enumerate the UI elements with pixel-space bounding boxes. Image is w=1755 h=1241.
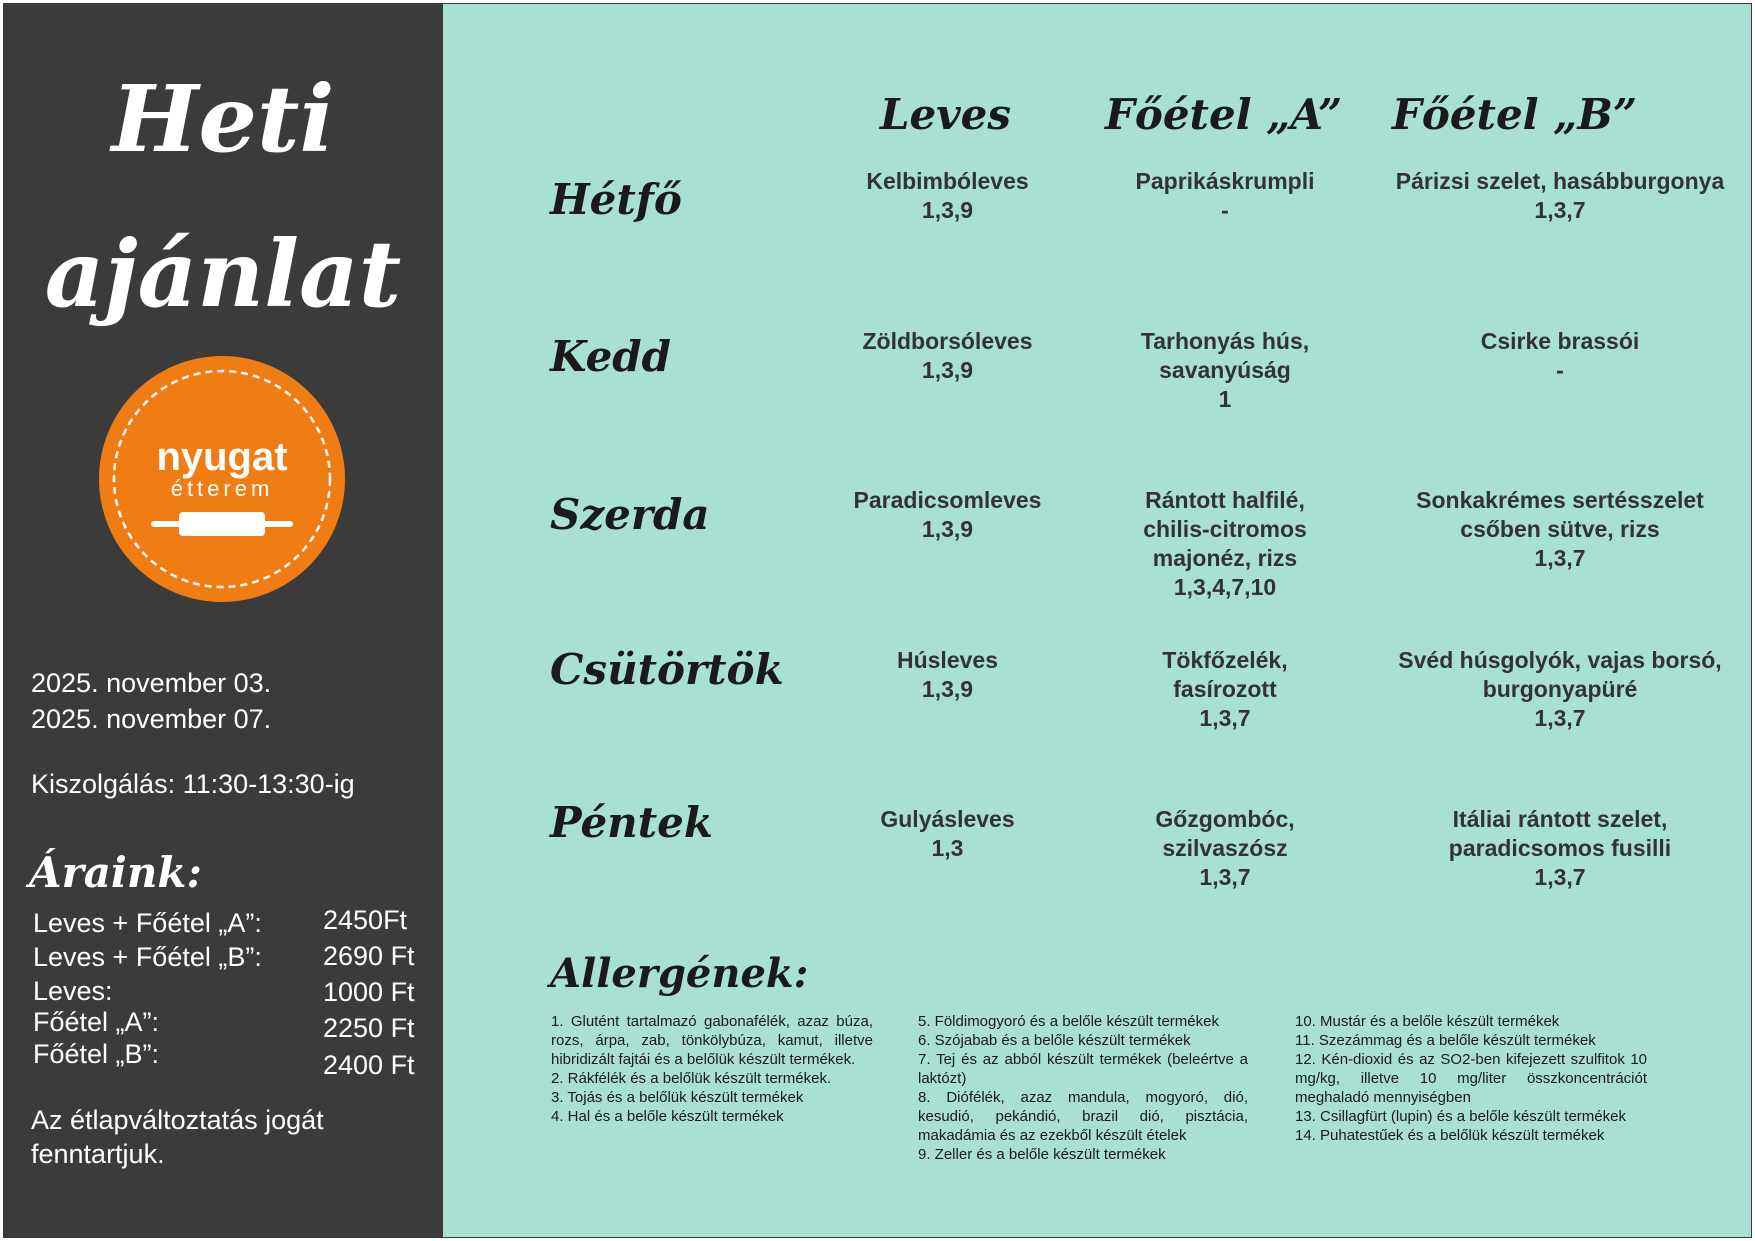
price-label: Leves: — [33, 976, 113, 1006]
disclaimer-note: Az étlapváltoztatás jogát fenntartjuk. — [31, 1105, 324, 1169]
dish-name-line: paradicsomos fusilli — [1448, 835, 1672, 861]
dish-name-line: Sonkakrémes sertésszelet — [1416, 487, 1704, 513]
dish-name-line: szilvaszósz — [1162, 835, 1288, 861]
allergen-codes: 1,3,7 — [1199, 864, 1251, 890]
logo-name: nyugat — [156, 435, 288, 479]
page-title-line1: Heti — [111, 65, 335, 173]
allergen-codes: - — [1556, 357, 1564, 383]
allergen-codes: 1,3 — [931, 835, 964, 861]
price-label: Leves + Főétel „A”: — [33, 908, 262, 938]
allergen-item: 14. Puhatestűek és a belőlük készült termékek — [1295, 1127, 1605, 1144]
dish-name-line: savanyúság — [1159, 357, 1291, 383]
price-value: 2450Ft — [323, 905, 408, 935]
day-label: Csütörtök — [550, 645, 784, 694]
allergen-codes: 1,3,7 — [1534, 197, 1586, 223]
dish-name: Húsleves — [896, 647, 998, 673]
dish-name-line: Rántott halfilé, — [1145, 487, 1305, 513]
price-value: 1000 Ft — [323, 977, 415, 1007]
price-label: Főétel „B”: — [33, 1039, 160, 1069]
price-value: 2400 Ft — [323, 1050, 415, 1080]
dish-name-line: fasírozott — [1173, 676, 1277, 702]
dish-name-line: Tarhonyás hús, — [1140, 328, 1310, 354]
allergen-item: 2. Rákfélék és a belőlük készült termékek. — [551, 1070, 832, 1087]
allergen-codes: 1,3,9 — [921, 676, 974, 702]
allergen-item: 9. Zeller és a belőle készült termékek — [918, 1146, 1166, 1163]
day-label: Szerda — [550, 490, 710, 539]
allergen-item: 5. Földimogyoró és a belőle készült termékek — [918, 1013, 1219, 1030]
allergen-codes: 1,3,7 — [1534, 545, 1586, 571]
page-border — [3, 3, 1752, 1238]
allergen-codes: 1 — [1218, 386, 1232, 412]
allergen-item: 8. Diófélék, azaz mandula, mogyoró, dió, kesudió, pekándió, brazil dió, pisztácia, makadámia és az ezekből készült ételek — [918, 1089, 1248, 1144]
allergen-codes: 1,3,7 — [1199, 705, 1251, 731]
logo-subtitle: étterem — [170, 476, 274, 501]
page-title-line2: ajánlat — [44, 220, 402, 328]
allergen-item: 6. Szójabab és a belőle készült termékek — [918, 1032, 1191, 1049]
column-header-main-b: Főétel „B” — [1392, 90, 1638, 139]
service-hours: Kiszolgálás: 11:30-13:30-ig — [31, 769, 355, 799]
dish-name-line: majonéz, rizs — [1152, 545, 1298, 571]
dish-name-line: csőben sütve, rizs — [1460, 516, 1660, 542]
day-label: Kedd — [550, 332, 672, 381]
start-date: 2025. november 03. — [31, 668, 272, 698]
dish-name: Paradicsomleves — [853, 487, 1042, 513]
allergen-codes: 1,3,4,7,10 — [1173, 574, 1277, 600]
price-value: 2690 Ft — [323, 941, 415, 971]
allergen-codes: 1,3,7 — [1534, 864, 1586, 890]
price-label: Főétel „A”: — [33, 1007, 160, 1037]
allergen-codes: - — [1221, 197, 1229, 223]
column-header-main-a: Főétel „A” — [1105, 90, 1343, 139]
dish-name-line: Itáliai rántott szelet, — [1452, 806, 1668, 832]
price-value: 2250 Ft — [323, 1013, 415, 1043]
allergen-codes: 1,3,7 — [1534, 705, 1586, 731]
dish-name-line: Tökfőzelék, — [1162, 647, 1288, 673]
allergen-item: 7. Tej és az abból készült termékek (beleértve a laktózt) — [918, 1051, 1248, 1087]
allergen-item: 10. Mustár és a belőle készült termékek — [1295, 1013, 1560, 1030]
allergen-codes: 1,3,9 — [921, 357, 974, 383]
allergen-item: 3. Tojás és a belőlük készült termékek — [551, 1089, 804, 1106]
dish-name: Paprikáskrumpli — [1135, 168, 1315, 194]
allergen-codes: 1,3,9 — [921, 197, 974, 223]
dish-name-line: burgonyapüré — [1482, 676, 1638, 702]
dish-name: Zöldborsóleves — [862, 328, 1033, 354]
dish-name-line: chilis-citromos — [1143, 516, 1307, 542]
day-label: Hétfő — [550, 175, 682, 224]
column-header-soup: Leves — [880, 90, 1012, 139]
day-label: Péntek — [550, 798, 713, 847]
end-date: 2025. november 07. — [31, 704, 272, 734]
allergen-codes: 1,3,9 — [921, 516, 974, 542]
allergen-item: 1. Glutént tartalmazó gabonafélék, azaz búza, rozs, árpa, zab, tönkölybúza, kamut, illetve hibridizált fajtái és a belőlük készült termékek. — [551, 1013, 873, 1068]
dish-name-line: Svéd húsgolyók, vajas borsó, — [1398, 647, 1722, 673]
dish-name-line: Gőzgombóc, — [1155, 806, 1295, 832]
allergen-item: 13. Csillagfürt (lupin) és a belőle készült termékek — [1295, 1108, 1626, 1125]
dish-name: Gulyásleves — [880, 806, 1015, 832]
allergen-item: 4. Hal és a belőle készült termékek — [551, 1108, 784, 1125]
dish-name: Kelbimbóleves — [866, 168, 1029, 194]
dish-name: Párizsi szelet, hasábburgonya — [1395, 168, 1725, 194]
allergen-item: 12. Kén-dioxid és az SO2-ben kifejezett szulfitok 10 mg/kg, illetve 10 mg/liter összkoncentrációt meghaladó mennyiségben — [1295, 1051, 1647, 1106]
dish-name: Csirke brassói — [1480, 328, 1640, 354]
prices-heading: Áraink: — [29, 848, 203, 897]
allergen-item: 11. Szezámmag és a belőle készült termékek — [1295, 1032, 1596, 1049]
allergens-heading: Allergének: — [550, 950, 809, 997]
price-label: Leves + Főétel „B”: — [33, 942, 262, 972]
